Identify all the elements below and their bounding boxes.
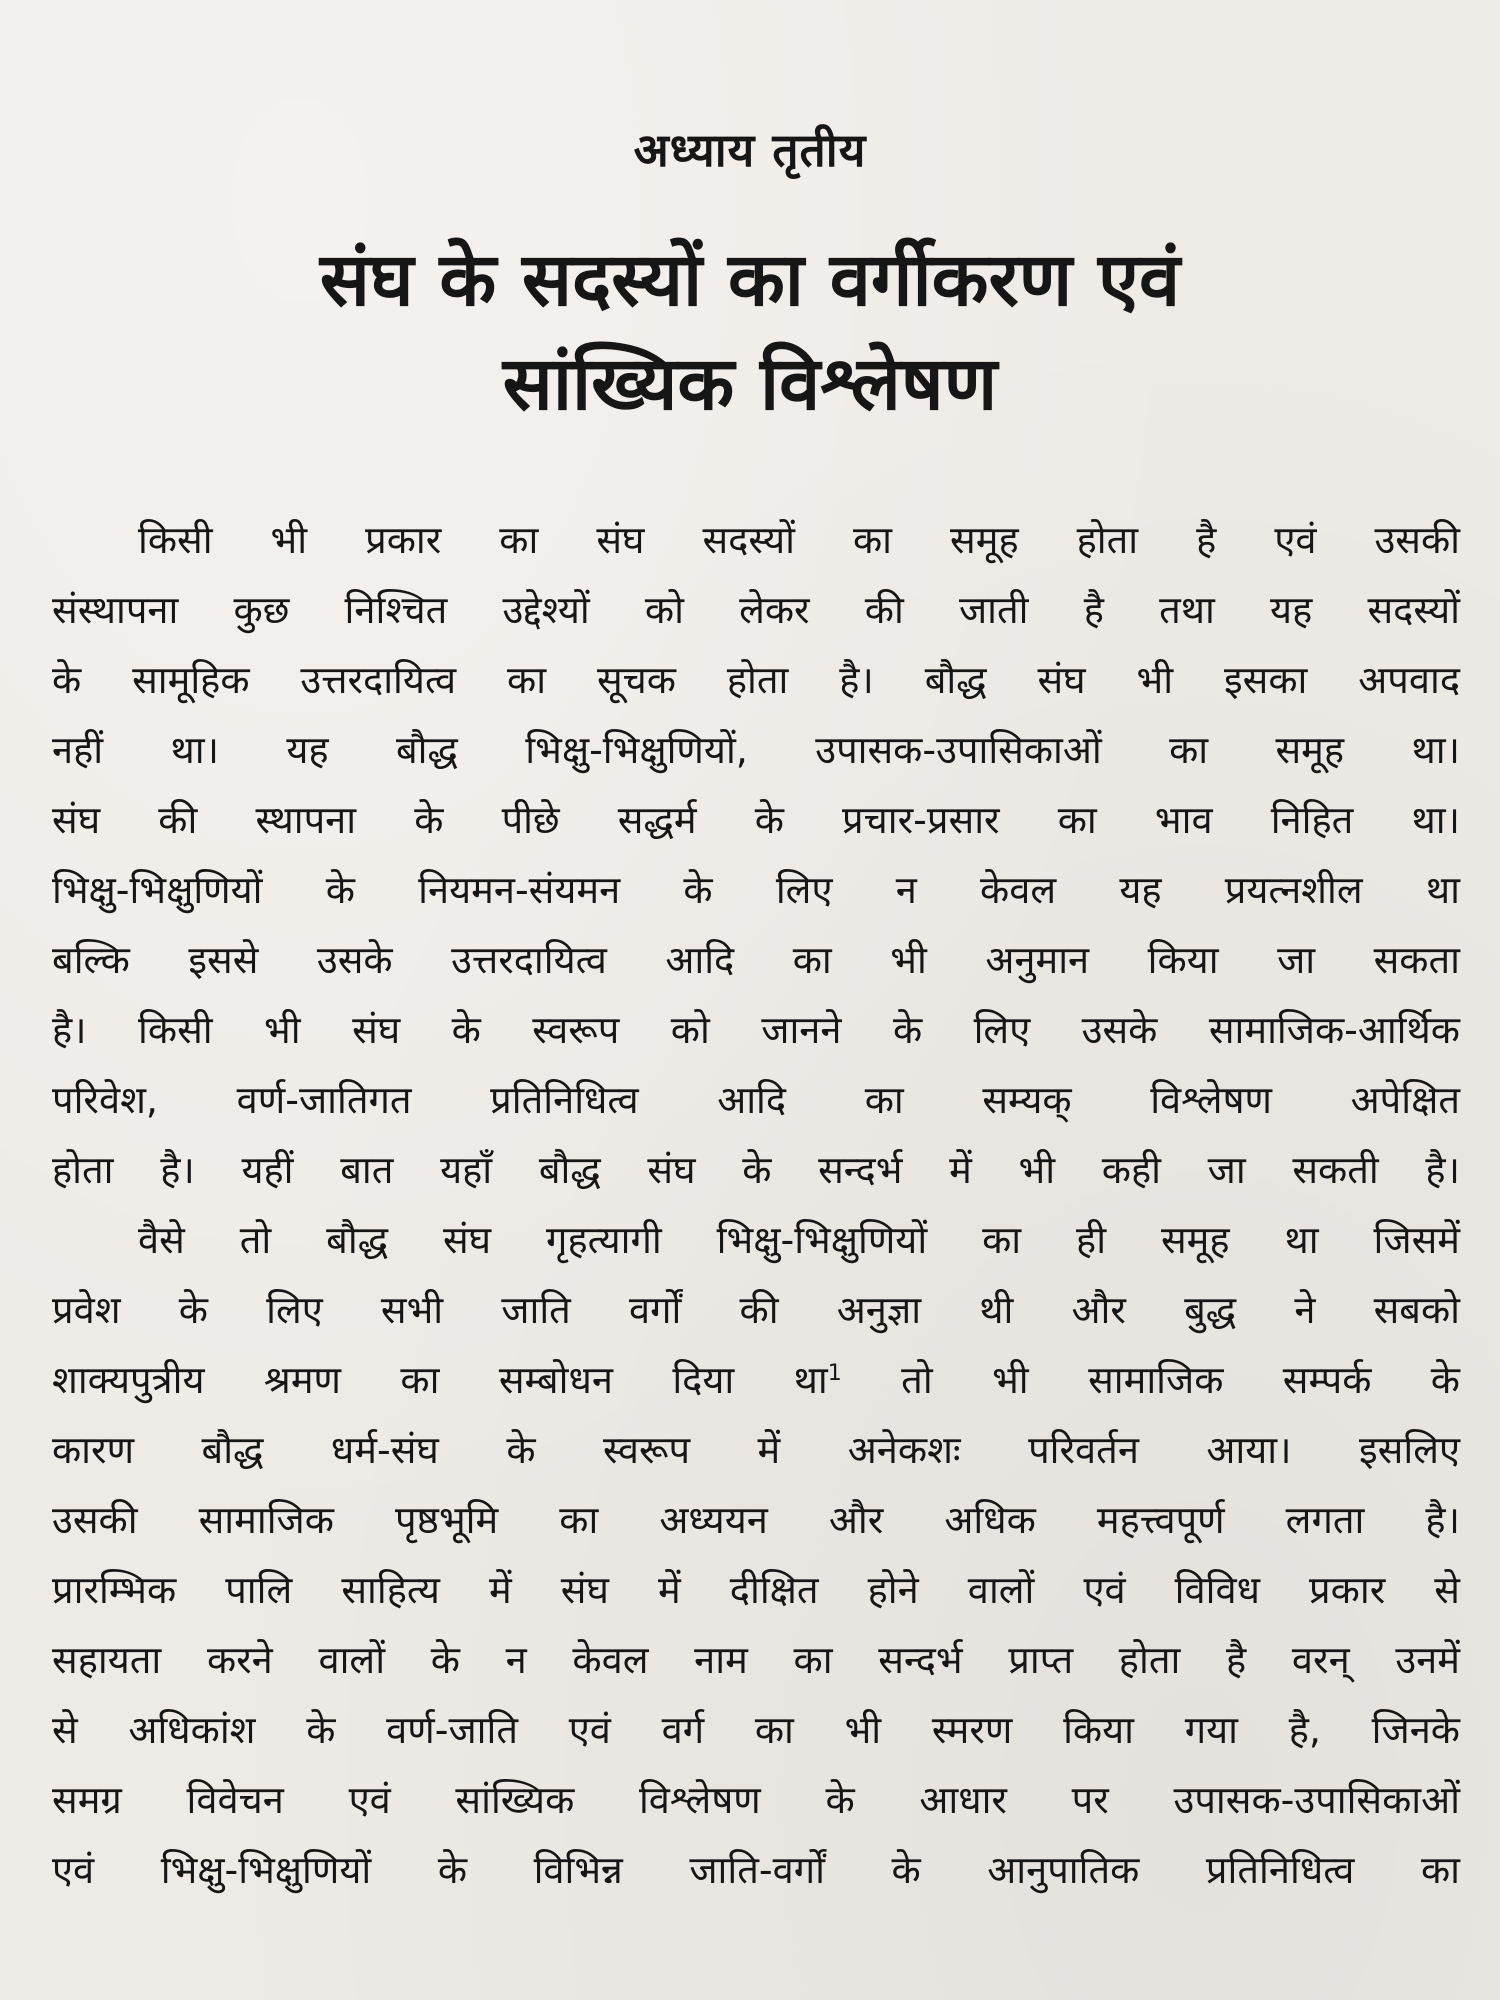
paragraph-1 xyxy=(52,505,1460,1205)
text-line: सहायता करने वालों के न केवल नाम का सन्दर्भ प्राप्त होता है वरन् उनमें xyxy=(52,1638,1460,1682)
text-line: नहीं था। यह बौद्ध भिक्षु-भिक्षुणियों, उपासक-उपासिकाओं का समूह था। xyxy=(52,728,1460,772)
text-segment: तो भी सामाजिक सम्पर्क के xyxy=(841,1358,1460,1402)
chapter-title-line-2: सांख्यिक विश्लेषण xyxy=(502,341,998,427)
chapter-label: अध्याय तृतीय xyxy=(633,123,867,177)
text-line: उसकी सामाजिक पृष्ठभूमि का अध्ययन और अधिक महत्त्वपूर्ण लगता है। xyxy=(52,1498,1460,1542)
text-line: समग्र विवेचन एवं सांख्यिक विश्लेषण के आधार पर उपासक-उपासिकाओं xyxy=(52,1778,1460,1822)
text-line: एवं भिक्षु-भिक्षुणियों के विभिन्न जाति-वर्गों के आनुपातिक प्रतिनिधित्व का xyxy=(52,1848,1460,1892)
text-line: प्रवेश के लिए सभी जाति वर्गों की अनुज्ञा थी और बुद्ध ने सबको xyxy=(52,1288,1460,1332)
text-line: है। किसी भी संघ के स्वरूप को जानने के लिए उसके सामाजिक-आर्थिक xyxy=(52,1008,1460,1052)
text-line: प्रारम्भिक पालि साहित्य में संघ में दीक्षित होने वालों एवं विविध प्रकार से xyxy=(52,1568,1460,1612)
text-line xyxy=(52,1345,1460,1415)
text-line: किसी भी प्रकार का संघ सदस्यों का समूह होता है एवं उसकी xyxy=(138,518,1460,562)
text-line: वैसे तो बौद्ध संघ गृहत्यागी भिक्षु-भिक्षुणियों का ही समूह था जिसमें xyxy=(138,1218,1460,1262)
chapter-title-line-1: संघ के सदस्यों का वर्गीकरण एवं xyxy=(319,237,1181,323)
text-line: भिक्षु-भिक्षुणियों के नियमन-संयमन के लिए न केवल यह प्रयत्नशील था xyxy=(52,868,1460,912)
text-line: बल्कि इससे उसके उत्तरदायित्व आदि का भी अनुमान किया जा सकता xyxy=(52,938,1460,982)
text-line: संस्थापना कुछ निश्चित उद्देश्यों को लेकर की जाती है तथा यह सदस्यों xyxy=(52,588,1460,632)
footnote-marker: 1 xyxy=(827,1361,842,1386)
text-segment: शाक्यपुत्रीय श्रमण का सम्बोधन दिया था xyxy=(52,1358,828,1402)
text-line: होता है। यहीं बात यहाँ बौद्ध संघ के सन्दर्भ में भी कही जा सकती है। xyxy=(52,1148,1460,1192)
text-line: संघ की स्थापना के पीछे सद्धर्म के प्रचार-प्रसार का भाव निहित था। xyxy=(52,798,1460,842)
chapter-title xyxy=(0,228,1500,436)
body-text xyxy=(52,505,1460,1905)
text-line: परिवेश, वर्ण-जातिगत प्रतिनिधित्व आदि का सम्यक् विश्लेषण अपेक्षित xyxy=(52,1078,1460,1122)
paragraph-2 xyxy=(52,1205,1460,1905)
text-line: से अधिकांश के वर्ण-जाति एवं वर्ग का भी स्मरण किया गया है, जिनके xyxy=(52,1708,1460,1752)
text-line: के सामूहिक उत्तरदायित्व का सूचक होता है। बौद्ध संघ भी इसका अपवाद xyxy=(52,658,1460,702)
text-line: कारण बौद्ध धर्म-संघ के स्वरूप में अनेकशः परिवर्तन आया। इसलिए xyxy=(52,1428,1460,1472)
